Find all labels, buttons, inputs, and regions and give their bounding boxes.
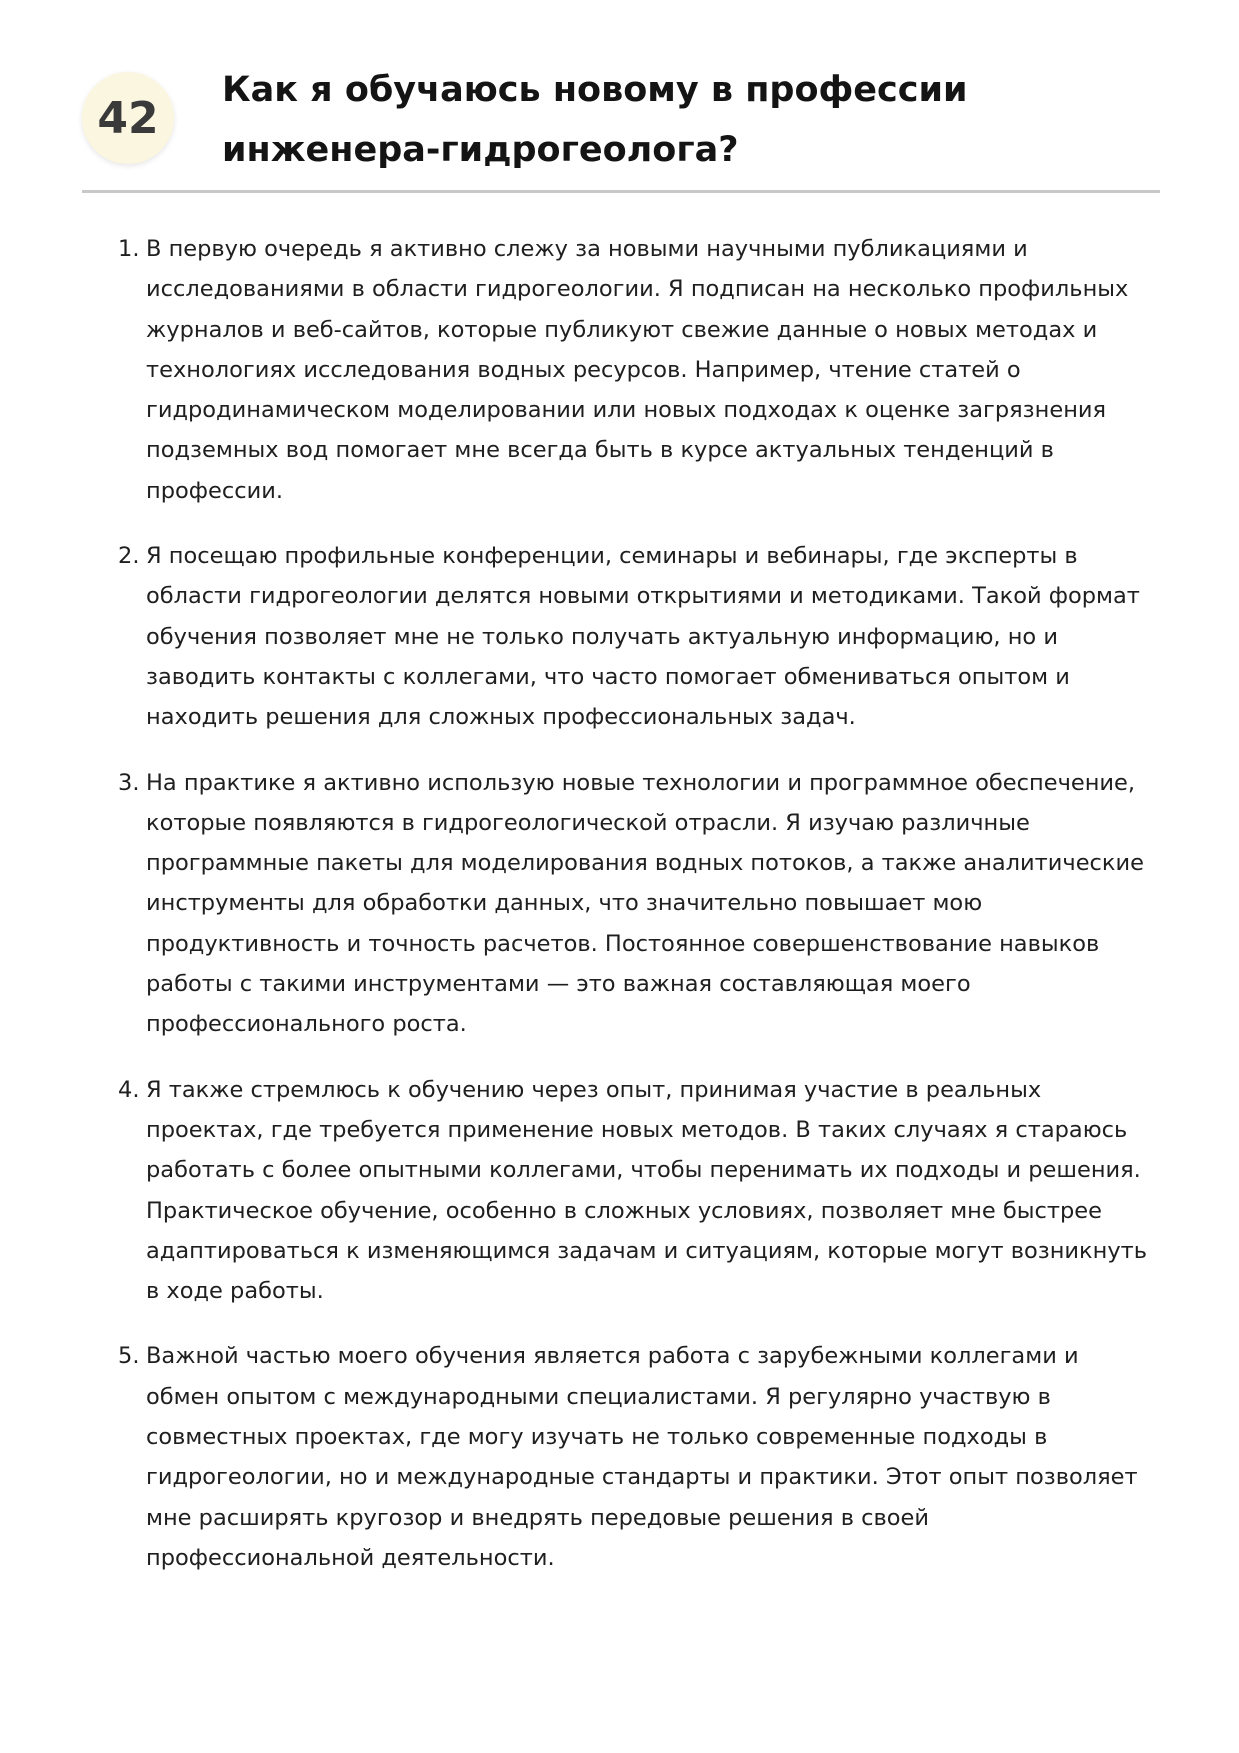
- list-item-number: 2.: [118, 543, 140, 570]
- list-item: [118, 763, 1158, 1045]
- article-body: [118, 229, 1158, 1603]
- page-title: Как я обучаюсь новому в профессии инженера-гидрогеолога?: [222, 70, 968, 170]
- page-number-badge: 42: [82, 72, 174, 164]
- list-item-text: Я также стремлюсь к обучению через опыт, принимая участие в реальных проектах, где требуется применение новых методов. В таких случаях я стараюсь работать с более опытными коллегами, чтобы перенимать их подходы и решения. Практическое обучение, особенно в сложных условиях, позволяет мне быстрее адаптироваться к изменяющимся задачам и ситуациям, которые могут возникнуть в ходе работы.: [146, 1076, 1148, 1305]
- list-item: [118, 1336, 1158, 1578]
- page-header: [82, 56, 1160, 193]
- list-item-text: В первую очередь я активно слежу за новыми научными публикациями и исследованиями в области гидрогеологии. Я подписан на несколько профильных журналов и веб-сайтов, которые публикуют свежие данные о новых методах и технологиях исследования водных ресурсов. Например, чтение статей о гидродинамическом моделировании или новых подходах к оценке загрязнения подземных вод помогает мне всегда быть в курсе актуальных тенденций в профессии.: [146, 236, 1129, 504]
- list-item: [118, 536, 1158, 737]
- list-item-text: Я посещаю профильные конференции, семинары и вебинары, где эксперты в области гидрогеологии делятся новыми открытиями и методиками. Такой формат обучения позволяет мне не только получать актуальную информацию, но и заводить контакты с коллегами, что часто помогает обмениваться опытом и находить решения для сложных профессиональных задач.: [146, 543, 1140, 731]
- list-item-number: 1.: [118, 236, 140, 262]
- list-item: [118, 1070, 1158, 1312]
- list-item-number: 5.: [118, 1343, 140, 1370]
- list-item-number: 3.: [118, 769, 140, 796]
- numbered-list: [118, 229, 1158, 1578]
- list-item-number: 4.: [118, 1076, 140, 1103]
- list-item-text: На практике я активно использую новые технологии и программное обеспечение, которые появляются в гидрогеологической отрасли. Я изучаю различные программные пакеты для моделирования водных потоков, а также аналитические инструменты для обработки данных, что значительно повышает мою продуктивность и точность расчетов. Постоянное совершенствование навыков работы с такими инструментами — это важная составляющая моего профессионального роста.: [146, 769, 1144, 1038]
- list-item-text: Важной частью моего обучения является работа с зарубежными коллегами и обмен опытом с международными специалистами. Я регулярно участвую в совместных проектах, где могу изучать не только современные подходы в гидрогеологии, но и международные стандарты и практики. Этот опыт позволяет мне расширять кругозор и внедрять передовые решения в своей профессиональной деятельности.: [146, 1343, 1138, 1571]
- list-item: [118, 229, 1158, 511]
